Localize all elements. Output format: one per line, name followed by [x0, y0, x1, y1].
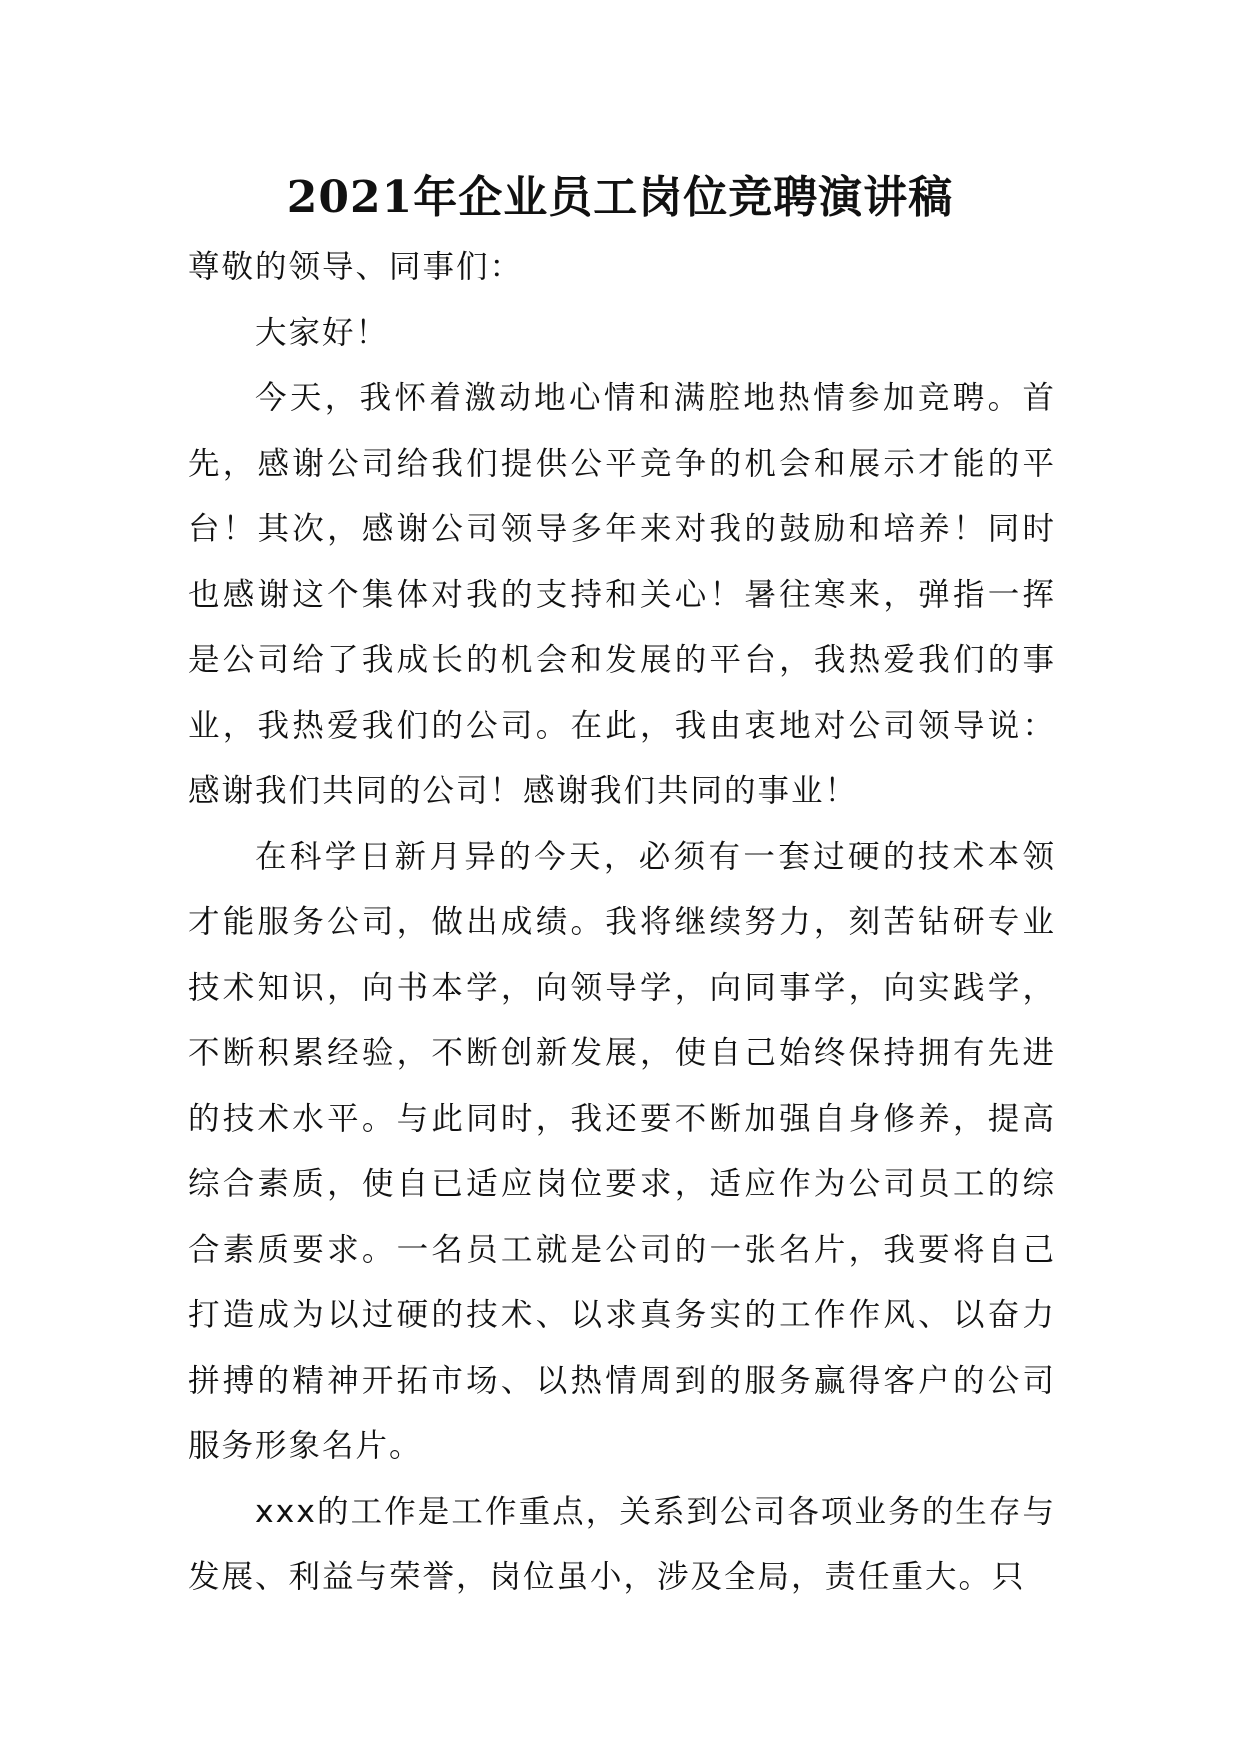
paragraph-greeting: 大家好！ — [255, 314, 390, 351]
salutation: 尊敬的领导、同事们： — [188, 249, 524, 285]
document-body — [188, 235, 1056, 1611]
document-title: 2021年企业员工岗位竞聘演讲稿 — [286, 172, 954, 223]
paragraph-work-focus: xxx的工作是工作重点，关系到公司各项业务的生存与发展、利益与荣誉，岗位虽小，涉及全局，责任重大。只 — [188, 1493, 1056, 1595]
paragraph-commitment: 在科学日新月异的今天，必须有一套过硬的技术本领才能服务公司，做出成绩。我将继续努力，刻苦钻研专业技术知识，向书本学，向领导学，向同事学，向实践学，不断积累经验，不断创新发展，使自己始终保持拥有先进的技术水平。与此同时，我还要不断加强自身修养，提高综合素质，使自已适应岗位要求，适应作为公司员工的综合素质要求。一名员工就是公司的一张名片，我要将自己打造成为以过硬的技术、以求真务实的工作作风、以奋力拼搏的精神开拓市场、以热情周到的服务赢得客户的公司服务形象名片。 — [188, 838, 1056, 1464]
paragraph-gratitude: 今天，我怀着激动地心情和满腔地热情参加竞聘。首先，感谢公司给我们提供公平竞争的机会和展示才能的平台！其次，感谢公司领导多年来对我的鼓励和培养！同时也感谢这个集体对我的支持和关心！暑往寒来，弹指一挥是公司给了我成长的机会和发展的平台，我热爱我们的事业，我热爱我们的公司。在此，我由衷地对公司领导说：感谢我们共同的公司！感谢我们共同的事业！ — [188, 380, 1056, 809]
